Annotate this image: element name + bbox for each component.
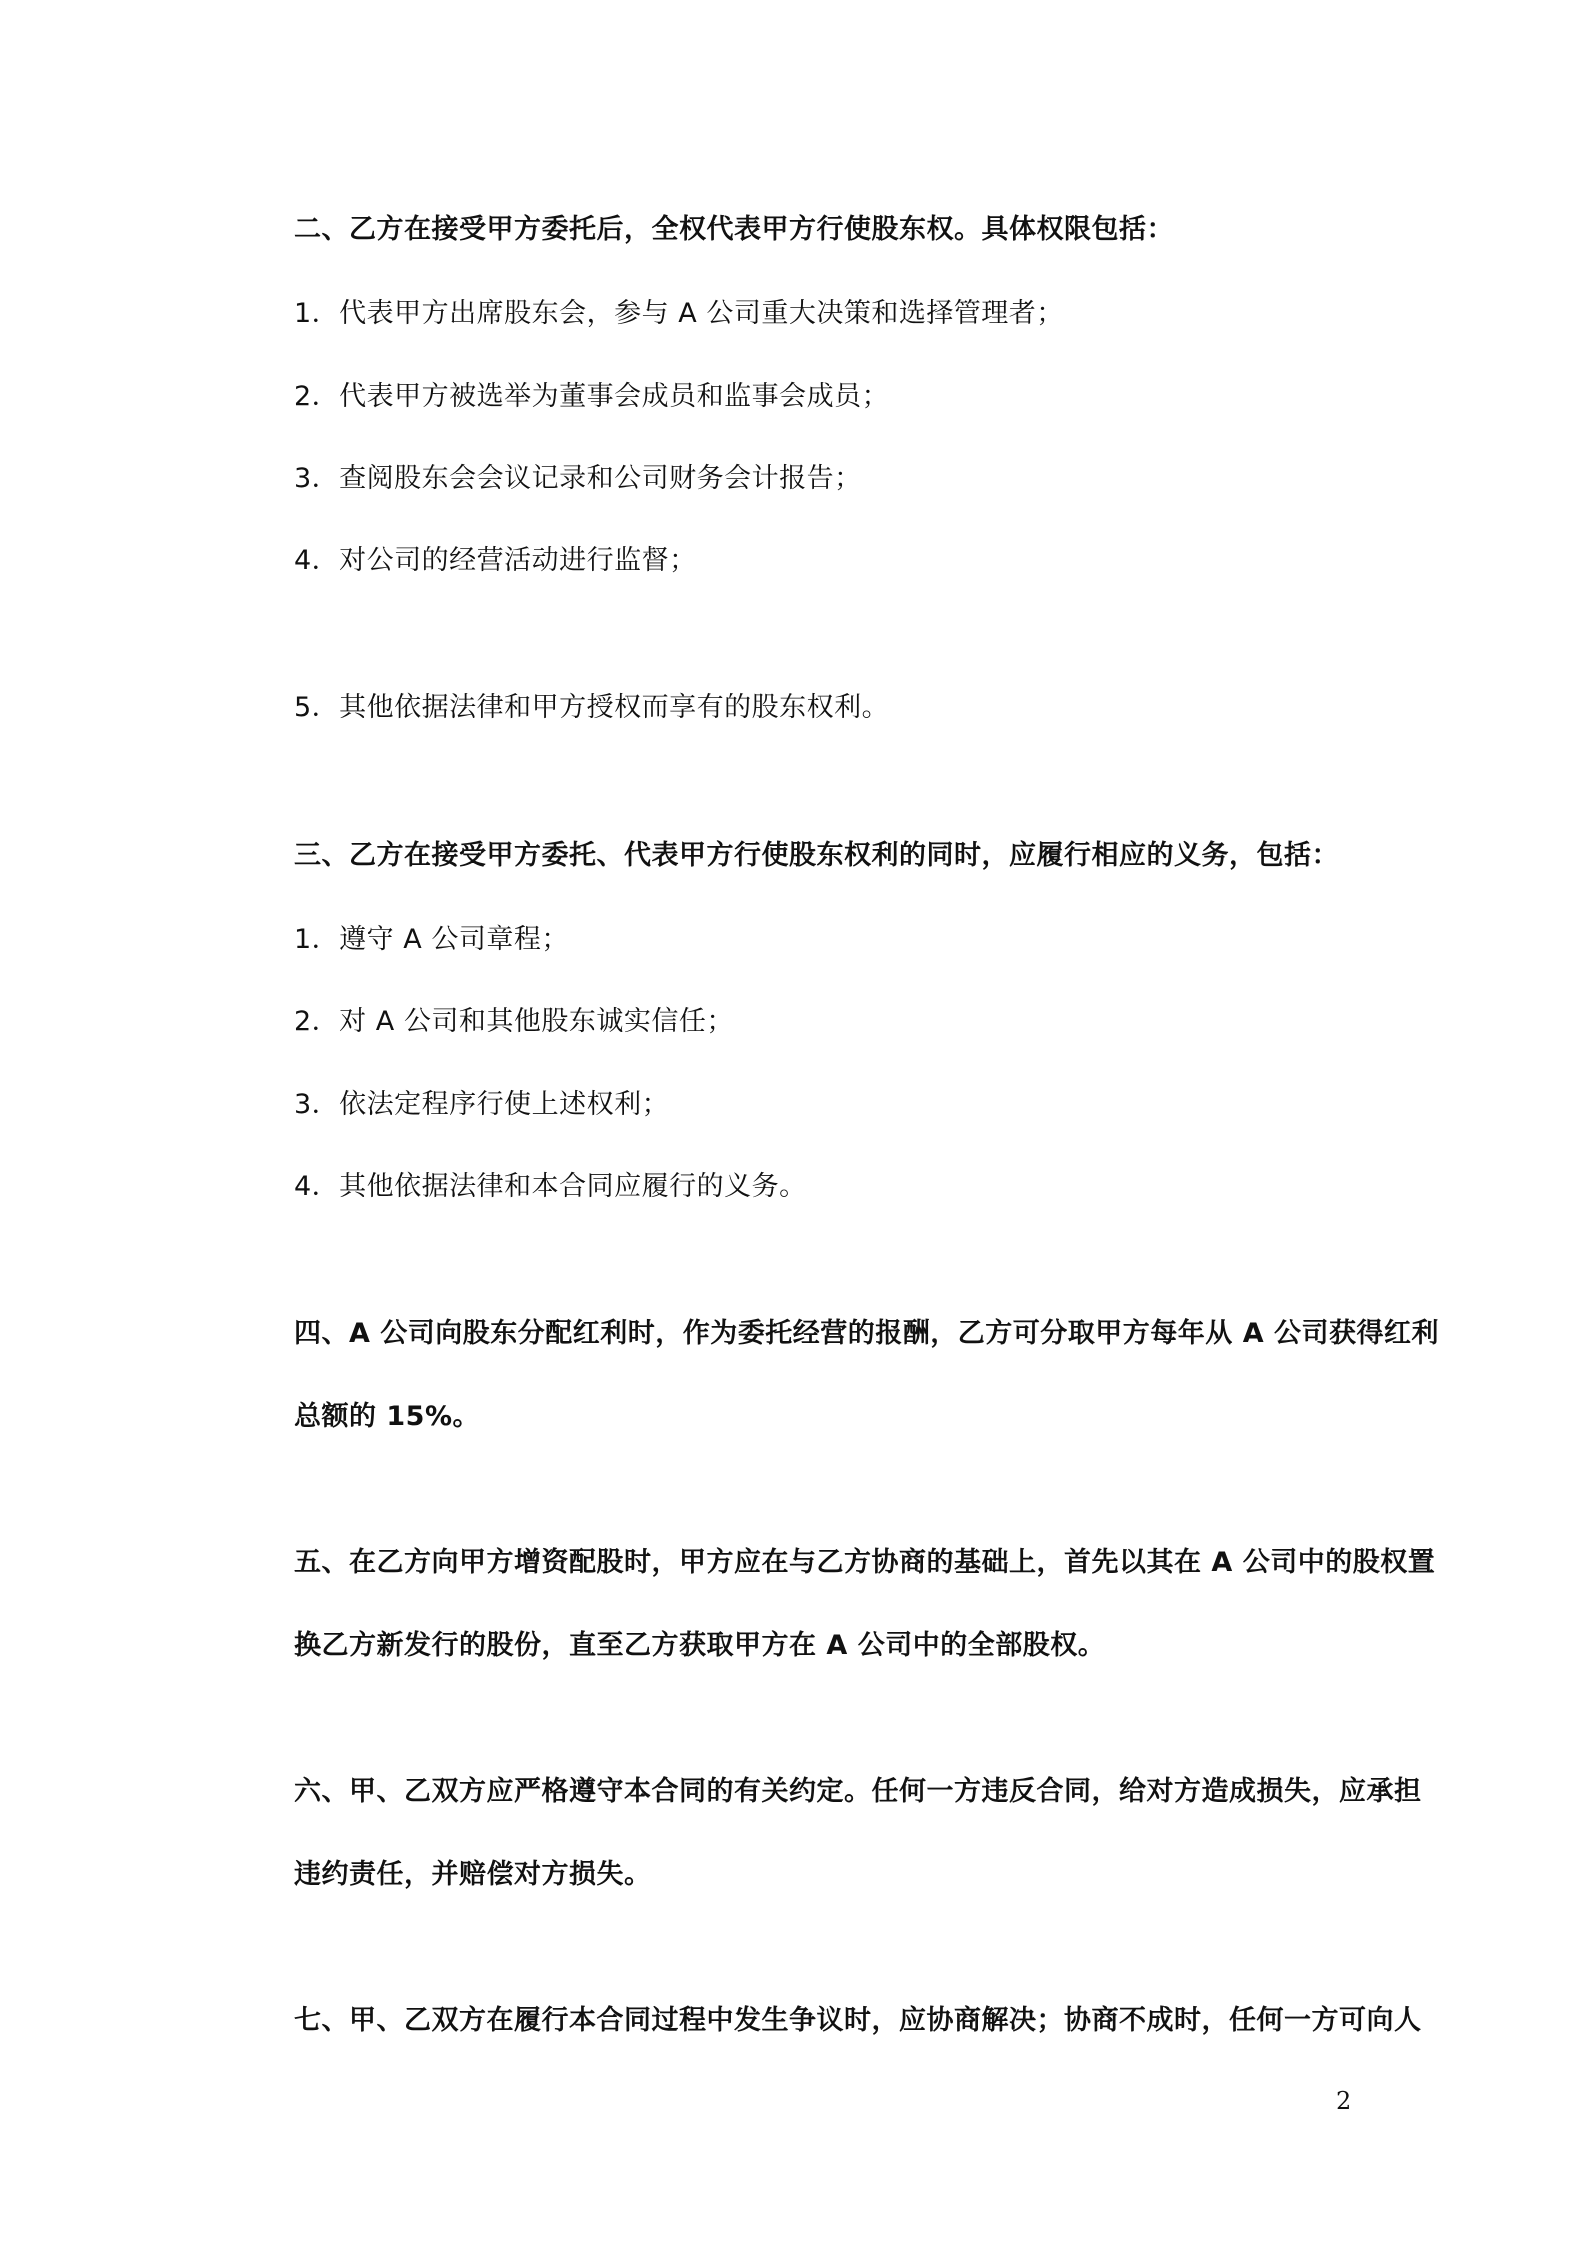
section-heading-6-cont: 违约责任，并赔偿对方损失。 — [294, 1859, 652, 1890]
section-heading-4-cont: 总额的 15%。 — [294, 1401, 481, 1432]
page-number: 2 — [1336, 2087, 1352, 2115]
section-heading-4: 四、A 公司向股东分配红利时，作为委托经营的报酬，乙方可分取甲方每年从 A 公司获得红利 — [294, 1318, 1439, 1349]
list-item: 3．查阅股东会会议记录和公司财务会计报告； — [294, 463, 862, 494]
section-heading-7: 七、甲、乙双方在履行本合同过程中发生争议时，应协商解决；协商不成时，任何一方可向人 — [294, 2005, 1422, 2036]
list-item: 1．代表甲方出席股东会，参与 A 公司重大决策和选择管理者； — [294, 298, 1064, 329]
list-item: 3．依法定程序行使上述权利； — [294, 1089, 670, 1120]
list-item: 4．对公司的经营活动进行监督； — [294, 545, 697, 576]
list-item: 4．其他依据法律和本合同应履行的义务。 — [294, 1171, 807, 1202]
section-heading-2: 二、乙方在接受甲方委托后，全权代表甲方行使股东权。具体权限包括： — [294, 214, 1174, 245]
list-item: 2．对 A 公司和其他股东诚实信任； — [294, 1006, 734, 1037]
section-heading-5: 五、在乙方向甲方增资配股时，甲方应在与乙方协商的基础上，首先以其在 A 公司中的股权置 — [294, 1547, 1436, 1578]
list-item: 2．代表甲方被选举为董事会成员和监事会成员； — [294, 381, 890, 412]
list-item: 5．其他依据法律和甲方授权而享有的股东权利。 — [294, 692, 890, 723]
list-item: 1．遵守 A 公司章程； — [294, 924, 569, 955]
section-heading-5-cont: 换乙方新发行的股份，直至乙方获取甲方在 A 公司中的全部股权。 — [294, 1630, 1106, 1661]
section-heading-3: 三、乙方在接受甲方委托、代表甲方行使股东权利的同时，应履行相应的义务，包括： — [294, 840, 1339, 871]
section-heading-6: 六、甲、乙双方应严格遵守本合同的有关约定。任何一方违反合同，给对方造成损失，应承担 — [294, 1776, 1422, 1807]
